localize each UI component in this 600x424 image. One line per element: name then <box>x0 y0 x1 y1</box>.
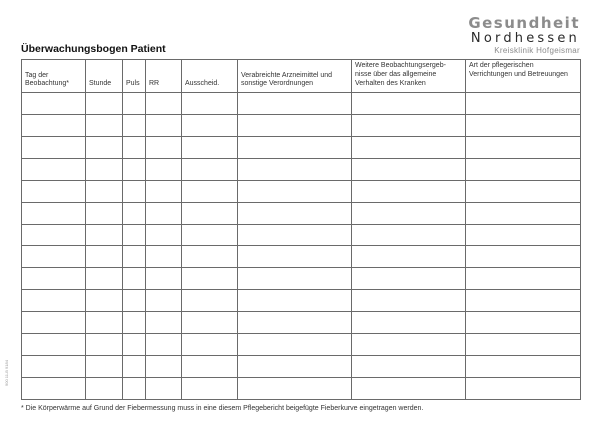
cell-tag[interactable] <box>22 334 86 356</box>
cell-tag[interactable] <box>22 93 86 115</box>
cell-arznei[interactable] <box>238 224 352 246</box>
cell-arznei[interactable] <box>238 377 352 399</box>
cell-rr[interactable] <box>146 356 182 378</box>
cell-verrichtungen[interactable] <box>466 246 581 268</box>
cell-arznei[interactable] <box>238 268 352 290</box>
table-row <box>22 93 581 115</box>
cell-ausscheid[interactable] <box>182 93 238 115</box>
cell-puls[interactable] <box>123 246 146 268</box>
cell-stunde[interactable] <box>86 246 123 268</box>
column-header-beobachtung: Weitere Beobachtungsergeb-nisse über das allgemeine Verhalten des Kranken <box>352 60 466 93</box>
cell-verrichtungen[interactable] <box>466 136 581 158</box>
cell-verrichtungen[interactable] <box>466 114 581 136</box>
cell-arznei[interactable] <box>238 158 352 180</box>
cell-beobachtung[interactable] <box>352 246 466 268</box>
cell-tag[interactable] <box>22 136 86 158</box>
form-code: 900 11-B 9184 <box>4 360 9 386</box>
column-header-ausscheid: Ausscheid. <box>182 60 238 93</box>
table-row <box>22 334 581 356</box>
cell-arznei[interactable] <box>238 114 352 136</box>
cell-ausscheid[interactable] <box>182 312 238 334</box>
cell-arznei[interactable] <box>238 202 352 224</box>
cell-tag[interactable] <box>22 356 86 378</box>
brand-clinic-name: Kreisklinik Hofgeismar <box>494 46 580 55</box>
column-header-verrichtungen: Art der pflegerischen Verrichtungen und Betreuungen <box>466 60 581 93</box>
cell-arznei[interactable] <box>238 180 352 202</box>
cell-arznei[interactable] <box>238 312 352 334</box>
cell-stunde[interactable] <box>86 93 123 115</box>
cell-ausscheid[interactable] <box>182 114 238 136</box>
table-row <box>22 224 581 246</box>
cell-ausscheid[interactable] <box>182 290 238 312</box>
cell-arznei[interactable] <box>238 136 352 158</box>
cell-rr[interactable] <box>146 180 182 202</box>
observation-table <box>21 59 581 400</box>
cell-verrichtungen[interactable] <box>466 158 581 180</box>
cell-rr[interactable] <box>146 312 182 334</box>
cell-beobachtung[interactable] <box>352 334 466 356</box>
cell-verrichtungen[interactable] <box>466 93 581 115</box>
cell-tag[interactable] <box>22 158 86 180</box>
column-header-tag: Tag der Beobachtung* <box>22 60 86 93</box>
cell-puls[interactable] <box>123 268 146 290</box>
cell-beobachtung[interactable] <box>352 114 466 136</box>
cell-tag[interactable] <box>22 202 86 224</box>
column-header-rr: RR <box>146 60 182 93</box>
cell-puls[interactable] <box>123 356 146 378</box>
cell-puls[interactable] <box>123 377 146 399</box>
cell-arznei[interactable] <box>238 356 352 378</box>
cell-verrichtungen[interactable] <box>466 268 581 290</box>
cell-puls[interactable] <box>123 290 146 312</box>
cell-rr[interactable] <box>146 114 182 136</box>
cell-ausscheid[interactable] <box>182 224 238 246</box>
cell-verrichtungen[interactable] <box>466 312 581 334</box>
cell-puls[interactable] <box>123 224 146 246</box>
cell-puls[interactable] <box>123 334 146 356</box>
cell-ausscheid[interactable] <box>182 202 238 224</box>
cell-stunde[interactable] <box>86 312 123 334</box>
table-row <box>22 356 581 378</box>
cell-ausscheid[interactable] <box>182 158 238 180</box>
cell-beobachtung[interactable] <box>352 93 466 115</box>
column-header-stunde: Stunde <box>86 60 123 93</box>
cell-tag[interactable] <box>22 377 86 399</box>
cell-stunde[interactable] <box>86 356 123 378</box>
cell-beobachtung[interactable] <box>352 312 466 334</box>
cell-tag[interactable] <box>22 180 86 202</box>
cell-ausscheid[interactable] <box>182 180 238 202</box>
cell-rr[interactable] <box>146 246 182 268</box>
cell-rr[interactable] <box>146 334 182 356</box>
cell-beobachtung[interactable] <box>352 377 466 399</box>
cell-stunde[interactable] <box>86 114 123 136</box>
cell-stunde[interactable] <box>86 377 123 399</box>
cell-puls[interactable] <box>123 158 146 180</box>
cell-stunde[interactable] <box>86 224 123 246</box>
cell-arznei[interactable] <box>238 334 352 356</box>
cell-beobachtung[interactable] <box>352 356 466 378</box>
cell-tag[interactable] <box>22 246 86 268</box>
cell-rr[interactable] <box>146 224 182 246</box>
form-title: Überwachungsbogen Patient <box>21 43 166 55</box>
cell-beobachtung[interactable] <box>352 202 466 224</box>
cell-arznei[interactable] <box>238 290 352 312</box>
table-row <box>22 268 581 290</box>
cell-ausscheid[interactable] <box>182 246 238 268</box>
cell-ausscheid[interactable] <box>182 136 238 158</box>
brand-name-line2: Nordhessen <box>470 31 580 46</box>
cell-verrichtungen[interactable] <box>466 290 581 312</box>
table-row <box>22 180 581 202</box>
cell-rr[interactable] <box>146 93 182 115</box>
cell-rr[interactable] <box>146 290 182 312</box>
cell-stunde[interactable] <box>86 334 123 356</box>
cell-beobachtung[interactable] <box>352 136 466 158</box>
cell-verrichtungen[interactable] <box>466 356 581 378</box>
cell-beobachtung[interactable] <box>352 268 466 290</box>
cell-tag[interactable] <box>22 114 86 136</box>
cell-verrichtungen[interactable] <box>466 202 581 224</box>
cell-rr[interactable] <box>146 377 182 399</box>
footnote: * Die Körperwärme auf Grund der Fiebermessung muss in eine diesem Pflegebericht beigefügte Fieberkurve eingetragen werden. <box>21 405 424 412</box>
cell-arznei[interactable] <box>238 93 352 115</box>
cell-verrichtungen[interactable] <box>466 224 581 246</box>
table-row <box>22 377 581 399</box>
cell-rr[interactable] <box>146 202 182 224</box>
cell-ausscheid[interactable] <box>182 334 238 356</box>
table-row <box>22 202 581 224</box>
cell-rr[interactable] <box>146 136 182 158</box>
brand-name-line1: Gesundheit <box>468 14 580 32</box>
cell-rr[interactable] <box>146 268 182 290</box>
cell-ausscheid[interactable] <box>182 377 238 399</box>
table-row <box>22 114 581 136</box>
cell-puls[interactable] <box>123 180 146 202</box>
table-header-row <box>22 60 581 93</box>
table-row <box>22 246 581 268</box>
brand-logo <box>468 16 580 55</box>
cell-puls[interactable] <box>123 312 146 334</box>
cell-verrichtungen[interactable] <box>466 377 581 399</box>
cell-puls[interactable] <box>123 93 146 115</box>
cell-puls[interactable] <box>123 202 146 224</box>
cell-verrichtungen[interactable] <box>466 180 581 202</box>
table-body <box>22 93 581 400</box>
cell-verrichtungen[interactable] <box>466 334 581 356</box>
cell-tag[interactable] <box>22 290 86 312</box>
cell-tag[interactable] <box>22 224 86 246</box>
cell-puls[interactable] <box>123 136 146 158</box>
cell-rr[interactable] <box>146 158 182 180</box>
cell-stunde[interactable] <box>86 158 123 180</box>
cell-beobachtung[interactable] <box>352 224 466 246</box>
column-header-puls: Puls <box>123 60 146 93</box>
cell-stunde[interactable] <box>86 136 123 158</box>
cell-stunde[interactable] <box>86 268 123 290</box>
table-row <box>22 312 581 334</box>
cell-ausscheid[interactable] <box>182 268 238 290</box>
cell-beobachtung[interactable] <box>352 290 466 312</box>
column-header-arznei: Verabreichte Arzneimittel und sonstige Verordnungen <box>238 60 352 93</box>
cell-stunde[interactable] <box>86 202 123 224</box>
cell-puls[interactable] <box>123 114 146 136</box>
cell-stunde[interactable] <box>86 290 123 312</box>
cell-arznei[interactable] <box>238 246 352 268</box>
table-row <box>22 136 581 158</box>
cell-tag[interactable] <box>22 268 86 290</box>
table-row <box>22 158 581 180</box>
cell-tag[interactable] <box>22 312 86 334</box>
cell-stunde[interactable] <box>86 180 123 202</box>
cell-ausscheid[interactable] <box>182 356 238 378</box>
cell-beobachtung[interactable] <box>352 158 466 180</box>
cell-beobachtung[interactable] <box>352 180 466 202</box>
table-row <box>22 290 581 312</box>
